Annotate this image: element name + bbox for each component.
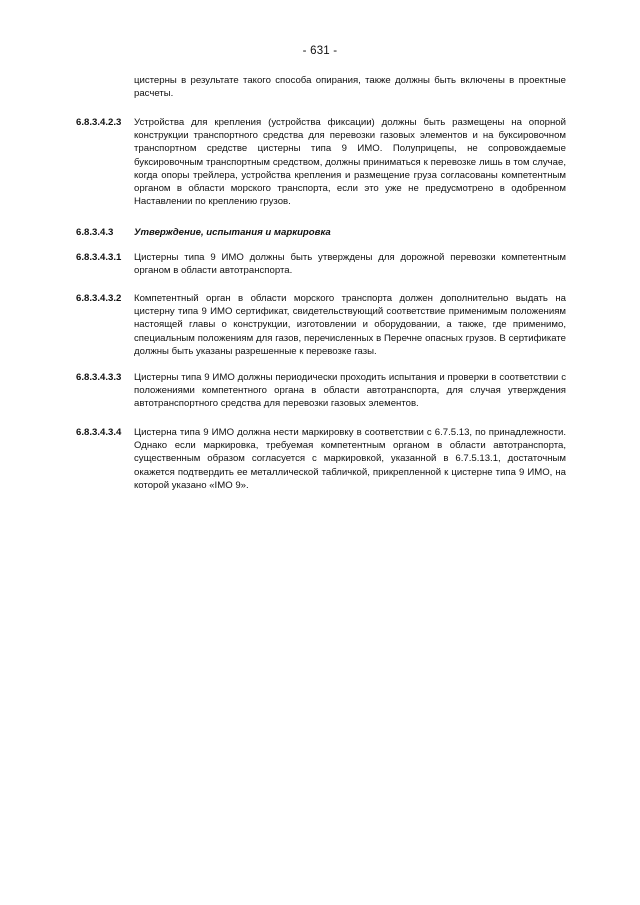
section-6-8-3-4-3-3 (76, 371, 566, 411)
section-6-8-3-4-3-2 (76, 292, 566, 358)
section-6-8-3-4-2-3 (76, 116, 566, 208)
section-number: 6.8.3.4.3.3 (76, 372, 122, 383)
section-6-8-3-4-3 (76, 226, 566, 239)
section-6-8-3-4-3-1 (76, 251, 566, 277)
section-number: 6.8.3.4.3.1 (76, 252, 122, 263)
section-number: 6.8.3.4.2.3 (76, 117, 122, 128)
section-heading: Утверждение, испытания и маркировка (134, 227, 331, 238)
section-text: Цистерны типа 9 ИМО должны быть утверждены для дорожной перевозки компетентным органом в области автотранспорта. (134, 252, 566, 277)
section-6-8-3-4-3-4 (76, 426, 566, 492)
continuation-paragraph: цистерны в результате такого способа опирания, также должны быть включены в проектные расчеты. (134, 75, 566, 100)
section-text: Цистерны типа 9 ИМО должны периодически проходить испытания и проверки в соответствии с положениями компетентного органа в области автотранспорта, для случая утверждения автотранспортного средства для перевозки газовых элементов. (134, 372, 566, 410)
page-number: - 631 - (302, 45, 338, 57)
section-text: Цистерна типа 9 ИМО должна нести маркировку в соответствии с 6.7.5.13, по принадлежности. Однако если маркировка, требуемая компетентным органом в области автотранспорта, существенным образом согласуется с маркировкой, указанной в 6.7.5.13.1, достаточным окажется подтвердить ее металлической табличкой, прикрепленной к цистерне типа 9 ИМО, на которой указано «IMO 9». (134, 427, 566, 491)
section-number: 6.8.3.4.3.2 (76, 293, 122, 304)
section-number: 6.8.3.4.3 (76, 227, 114, 238)
section-number: 6.8.3.4.3.4 (76, 427, 122, 438)
section-text: Устройства для крепления (устройства фиксации) должны быть размещены на опорной конструкции транспортного средства для перевозки газовых элементов и на буксировочном транспортном средстве цистерны типа 9 ИМО. Полуприцепы, не сопровождаемые буксировочным транспортным средством, должны приниматься к перевозке лишь в том случае, когда опоры трейлера, устройства крепления и размещение груза согласованы компетентным органом в области морского транспорта, если это уже не предусмотрено в одобренном Наставлении по креплению грузов. (134, 117, 566, 208)
section-text: Компетентный орган в области морского транспорта должен дополнительно выдать на цистерну типа 9 ИМО сертификат, свидетельствующий соответствие применимым положениям настоящей главы о конструкции, изготовлении и оборудовании, а также, где применимо, специальным положениям для газов, перечисленных в Перечне опасных грузов. В сертификате должны быть указаны разрешенные к перевозке газы. (134, 293, 566, 357)
